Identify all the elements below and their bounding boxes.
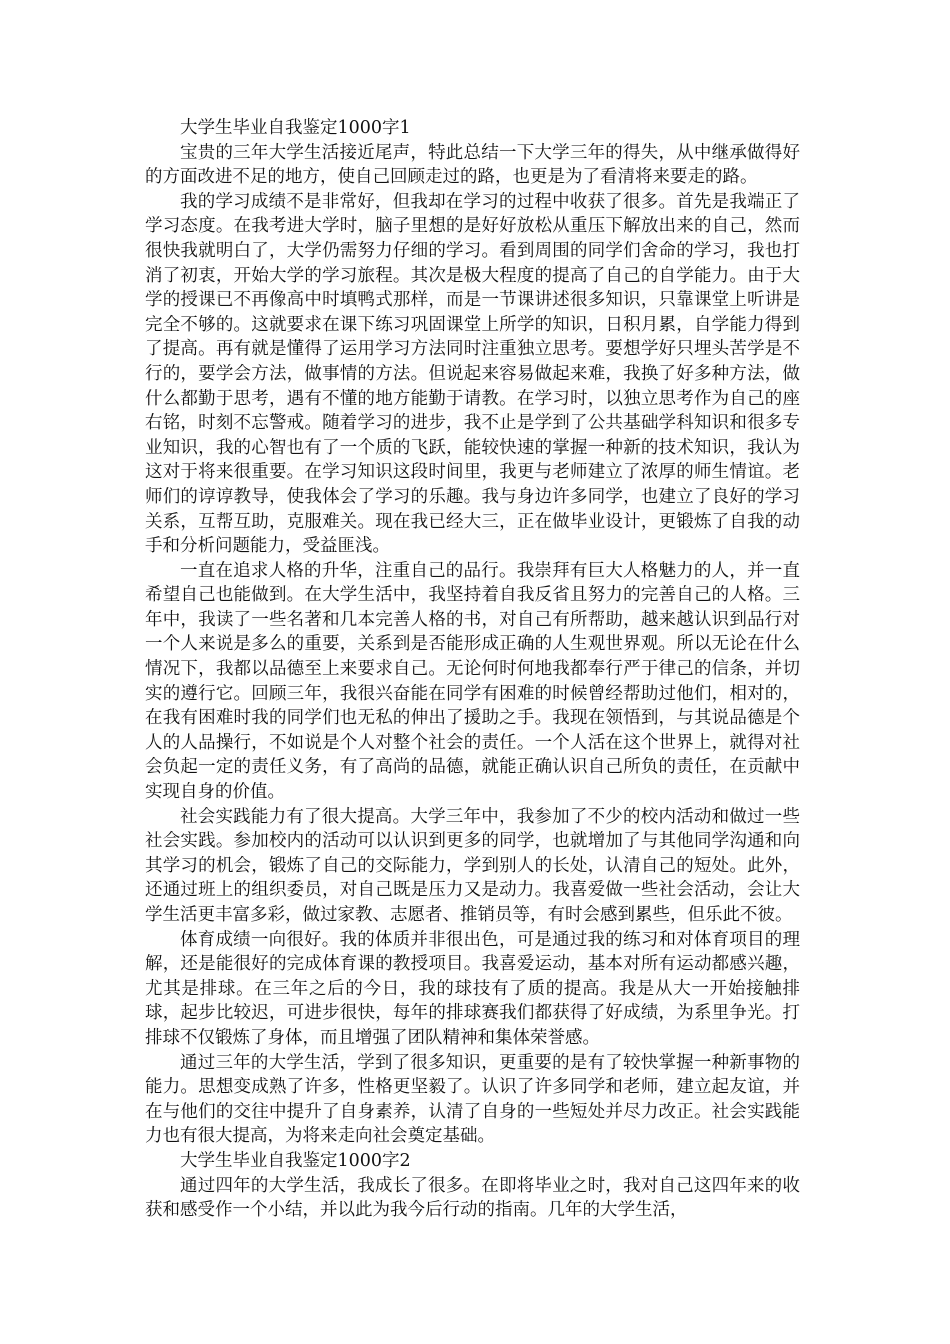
paragraph-intro: 宝贵的三年大学生活接近尾声，特此总结一下大学三年的得失，从中继承做得好的方面改进不足的地方，使自己回顾走过的路，也更是为了看清将来要走的路。 (145, 142, 800, 188)
paragraph-social-practice: 社会实践能力有了很大提高。大学三年中，我参加了不少的校内活动和做过一些社会实践。参加校内的活动可以认识到更多的同学，也就增加了与其他同学沟通和向其学习的机会，锻炼了自己的交际能力，学到别人的长处，认清自己的短处。此外，还通过班上的组织委员，对自己既是压力又是动力。我喜爱做一些社会活动，会让大学生活更丰富多彩，做过家教、志愿者、推销员等，有时会感到累些，但乐此不彼。 (145, 806, 800, 925)
paragraph-study: 我的学习成绩不是非常好，但我却在学习的过程中收获了很多。首先是我端正了学习态度。在我考进大学时，脑子里想的是好好放松从重压下解放出来的自己，然而很快我就明白了，大学仍需努力仔细的学习。看到周围的同学们舍命的学习，我也打消了初衷，开始大学的学习旅程。其次是极大程度的提高了自己的自学能力。由于大学的授课已不再像高中时填鸭式那样，而是一节课讲述很多知识，只靠课堂上听讲是完全不够的。这就要求在课下练习巩固课堂上所学的知识，日积月累，自学能力得到了提高。再有就是懂得了运用学习方法同时注重独立思考。要想学好只埋头苦学是不行的，要学会方法，做事情的方法。但说起来容易做起来难，我换了好多种方法，做什么都勤于思考，遇有不懂的地方能勤于请教。在学习时，以独立思考作为自己的座右铭，时刻不忘警戒。随着学习的进步，我不止是学到了公共基础学科知识和很多专业知识，我的心智也有了一个质的飞跃，能较快速的掌握一种新的技术知识，我认为这对于将来很重要。在学习知识这段时间里，我更与老师建立了浓厚的师生情谊。老师们的谆谆教导，使我体会了学习的乐趣。我与身边许多同学，也建立了良好的学习关系，互帮互助，克服难关。现在我已经大三，正在做毕业设计，更锻炼了自我的动手和分析问题能力，受益匪浅。 (145, 191, 800, 557)
paragraph-section2-intro: 通过四年的大学生活，我成长了很多。在即将毕业之时，我对自己这四年来的收获和感受作一个小结，并以此为我今后行动的指南。几年的大学生活， (145, 1175, 800, 1221)
paragraph-sports: 体育成绩一向很好。我的体质并非很出色，可是通过我的练习和对体育项目的理解，还是能很好的完成体育课的教授项目。我喜爱运动，基本对所有运动都感兴趣，尤其是排球。在三年之后的今日，我的球技有了质的提高。我是从大一开始接触排球，起步比较迟，可进步很快，每年的排球赛我们都获得了好成绩，为系里争光。打排球不仅锻炼了身体，而且增强了团队精神和集体荣誉感。 (145, 929, 800, 1048)
section-heading-1: 大学生毕业自我鉴定1000字1 (180, 118, 411, 138)
section-heading-2: 大学生毕业自我鉴定1000字2 (180, 1150, 411, 1171)
document-body (145, 116, 800, 1223)
paragraph-character: 一直在追求人格的升华，注重自己的品行。我崇拜有巨大人格魅力的人，并一直希望自己也能做到。在大学生活中，我坚持着自我反省且努力的完善自己的人格。三年中，我读了一些名著和几本完善人格的书，对自己有所帮助，越来越认识到品行对一个人来说是多么的重要，关系到是否能形成正确的人生观世界观。所以无论在什么情况下，我都以品德至上来要求自己。无论何时何地我都奉行严于律己的信条，并切实的遵行它。回顾三年，我很兴奋能在同学有困难的时候曾经帮助过他们，相对的，在我有困难时我的同学们也无私的伸出了援助之手。我现在领悟到，与其说品德是个人的人品操行，不如说是个人对整个社会的责任。一个人活在这个世界上，就得对社会负起一定的责任义务，有了高尚的品德，就能正确认识自己所负的责任，在贡献中实现自身的价值。 (145, 560, 800, 803)
paragraph-summary: 通过三年的大学生活，学到了很多知识，更重要的是有了较快掌握一种新事物的能力。思想变成熟了许多，性格更坚毅了。认识了许多同学和老师，建立起友谊，并在与他们的交往中提升了自身素养，认清了自身的一些短处并尽力改正。社会实践能力也有很大提高，为将来走向社会奠定基础。 (145, 1052, 800, 1147)
